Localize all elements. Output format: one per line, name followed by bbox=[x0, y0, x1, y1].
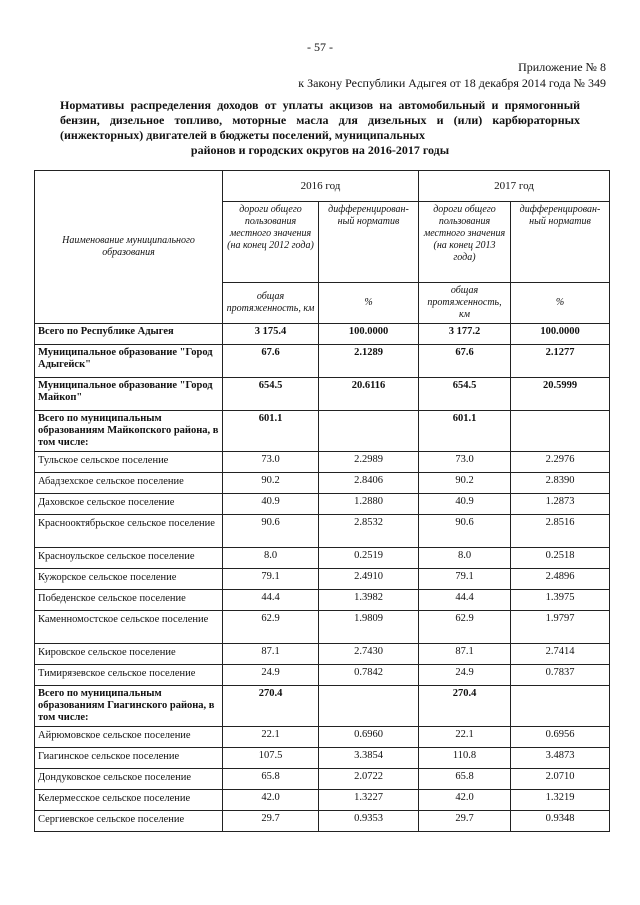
row-length-2017: 73.0 bbox=[419, 452, 511, 473]
row-length-2017: 601.1 bbox=[419, 411, 511, 452]
row-name: Красноульское сельское поселение bbox=[35, 548, 223, 569]
row-length-2016: 90.2 bbox=[223, 473, 319, 494]
row-norm-2016: 1.3982 bbox=[319, 590, 419, 611]
row-name: Абадзехское сельское поселение bbox=[35, 473, 223, 494]
row-norm-2016: 2.7430 bbox=[319, 644, 419, 665]
row-name: Тимирязевское сельское поселение bbox=[35, 665, 223, 686]
table-row bbox=[35, 378, 610, 411]
table-row bbox=[35, 324, 610, 345]
header-unit-km-2016: общая протяженность, км bbox=[223, 283, 319, 324]
row-name: Победенское сельское поселение bbox=[35, 590, 223, 611]
row-length-2016: 654.5 bbox=[223, 378, 319, 411]
row-norm-2017: 2.7414 bbox=[511, 644, 610, 665]
row-norm-2016: 0.2519 bbox=[319, 548, 419, 569]
row-norm-2016: 20.6116 bbox=[319, 378, 419, 411]
row-length-2016: 42.0 bbox=[223, 790, 319, 811]
row-length-2017: 44.4 bbox=[419, 590, 511, 611]
row-norm-2016: 100.0000 bbox=[319, 324, 419, 345]
row-norm-2016: 2.8532 bbox=[319, 515, 419, 548]
row-length-2017: 90.2 bbox=[419, 473, 511, 494]
row-name: Краснооктябрьское сельское поселение bbox=[35, 515, 223, 548]
row-norm-2017: 1.9797 bbox=[511, 611, 610, 644]
row-name: Келермесское сельское поселение bbox=[35, 790, 223, 811]
row-length-2016: 270.4 bbox=[223, 686, 319, 727]
row-length-2017: 65.8 bbox=[419, 769, 511, 790]
row-name: Муниципальное образование "Город Адыгейск" bbox=[35, 345, 223, 378]
row-norm-2017 bbox=[511, 411, 610, 452]
row-length-2017: 270.4 bbox=[419, 686, 511, 727]
header-unit-km-2017: общая протяженность, км bbox=[419, 283, 511, 324]
row-length-2016: 62.9 bbox=[223, 611, 319, 644]
row-name: Каменномостское сельское поселение bbox=[35, 611, 223, 644]
header-diff-norm-2017: дифференцирован- ный норматив bbox=[511, 202, 610, 283]
row-length-2016: 24.9 bbox=[223, 665, 319, 686]
row-name: Сергиевское сельское поселение bbox=[35, 811, 223, 832]
row-length-2016: 8.0 bbox=[223, 548, 319, 569]
row-length-2017: 90.6 bbox=[419, 515, 511, 548]
table-row bbox=[35, 665, 610, 686]
row-length-2016: 79.1 bbox=[223, 569, 319, 590]
header-unit-pct-2017: % bbox=[511, 283, 610, 324]
row-norm-2016: 2.2989 bbox=[319, 452, 419, 473]
row-norm-2017: 2.2976 bbox=[511, 452, 610, 473]
row-norm-2017: 1.3219 bbox=[511, 790, 610, 811]
row-length-2016: 87.1 bbox=[223, 644, 319, 665]
row-norm-2017: 20.5999 bbox=[511, 378, 610, 411]
row-name: Тульское сельское поселение bbox=[35, 452, 223, 473]
table-body bbox=[35, 324, 610, 832]
row-length-2016: 67.6 bbox=[223, 345, 319, 378]
row-length-2016: 65.8 bbox=[223, 769, 319, 790]
row-length-2017: 62.9 bbox=[419, 611, 511, 644]
row-norm-2017: 0.2518 bbox=[511, 548, 610, 569]
table-row bbox=[35, 769, 610, 790]
header-year-2017: 2017 год bbox=[419, 171, 610, 202]
row-norm-2017: 2.4896 bbox=[511, 569, 610, 590]
table-row bbox=[35, 548, 610, 569]
row-norm-2016 bbox=[319, 411, 419, 452]
document-title-main: Нормативы распределения доходов от уплаты акцизов на автомобильный и прямогонный бензин, дизельное топливо, моторные масла для дизельных и (или) карбюраторных (инжекторных) двигателей в бюджеты поселений, муниципальных bbox=[60, 98, 580, 142]
row-length-2016: 3 175.4 bbox=[223, 324, 319, 345]
table-row bbox=[35, 790, 610, 811]
header-unit-pct-2016: % bbox=[319, 283, 419, 324]
row-norm-2017: 1.2873 bbox=[511, 494, 610, 515]
row-norm-2016: 2.0722 bbox=[319, 769, 419, 790]
row-norm-2017 bbox=[511, 686, 610, 727]
document-title bbox=[60, 98, 580, 158]
row-norm-2016: 0.9353 bbox=[319, 811, 419, 832]
row-norm-2016: 0.6960 bbox=[319, 727, 419, 748]
row-name: Кужорское сельское поселение bbox=[35, 569, 223, 590]
row-length-2017: 29.7 bbox=[419, 811, 511, 832]
row-norm-2016 bbox=[319, 686, 419, 727]
row-norm-2016: 1.3227 bbox=[319, 790, 419, 811]
row-norm-2016: 3.3854 bbox=[319, 748, 419, 769]
row-length-2016: 90.6 bbox=[223, 515, 319, 548]
table-row bbox=[35, 748, 610, 769]
table-row bbox=[35, 644, 610, 665]
page-number: - 57 - bbox=[307, 40, 333, 54]
row-length-2017: 22.1 bbox=[419, 727, 511, 748]
header-year-2016: 2016 год bbox=[223, 171, 419, 202]
row-length-2016: 22.1 bbox=[223, 727, 319, 748]
table-row bbox=[35, 411, 610, 452]
table-row bbox=[35, 569, 610, 590]
header-municipality-name: Наименование муниципального образования bbox=[35, 171, 223, 324]
row-length-2017: 24.9 bbox=[419, 665, 511, 686]
row-name: Всего по муниципальным образованиям Майкопского района, в том числе: bbox=[35, 411, 223, 452]
header-roads-2016: дороги общего пользования местного значения (на конец 2012 года) bbox=[223, 202, 319, 283]
row-length-2017: 40.9 bbox=[419, 494, 511, 515]
row-norm-2017: 100.0000 bbox=[511, 324, 610, 345]
appendix-law-reference: к Закону Республики Адыгея от 18 декабря 2014 года № 349 bbox=[298, 76, 606, 90]
row-norm-2016: 2.1289 bbox=[319, 345, 419, 378]
row-name: Даховское сельское поселение bbox=[35, 494, 223, 515]
row-name: Гиагинское сельское поселение bbox=[35, 748, 223, 769]
appendix-label: Приложение № 8 bbox=[518, 60, 606, 74]
row-length-2017: 8.0 bbox=[419, 548, 511, 569]
row-length-2017: 654.5 bbox=[419, 378, 511, 411]
table-row bbox=[35, 727, 610, 748]
row-length-2017: 3 177.2 bbox=[419, 324, 511, 345]
row-name: Всего по Республике Адыгея bbox=[35, 324, 223, 345]
row-length-2016: 40.9 bbox=[223, 494, 319, 515]
row-length-2017: 42.0 bbox=[419, 790, 511, 811]
table-row bbox=[35, 345, 610, 378]
row-norm-2017: 0.6956 bbox=[511, 727, 610, 748]
table-row bbox=[35, 452, 610, 473]
row-norm-2017: 2.8390 bbox=[511, 473, 610, 494]
row-length-2016: 44.4 bbox=[223, 590, 319, 611]
row-norm-2017: 1.3975 bbox=[511, 590, 610, 611]
table-row bbox=[35, 590, 610, 611]
table-row bbox=[35, 494, 610, 515]
row-length-2016: 73.0 bbox=[223, 452, 319, 473]
row-norm-2017: 3.4873 bbox=[511, 748, 610, 769]
row-norm-2017: 2.8516 bbox=[511, 515, 610, 548]
row-length-2016: 107.5 bbox=[223, 748, 319, 769]
header-diff-norm-2016: дифференцирован- ный норматив bbox=[319, 202, 419, 283]
row-name: Муниципальное образование "Город Майкоп" bbox=[35, 378, 223, 411]
header-roads-2017: дороги общего пользования местного значения (на конец 2013 года) bbox=[419, 202, 511, 283]
row-length-2017: 110.8 bbox=[419, 748, 511, 769]
table-row bbox=[35, 686, 610, 727]
table-row bbox=[35, 515, 610, 548]
row-name: Дондуковское сельское поселение bbox=[35, 769, 223, 790]
norms-table bbox=[34, 170, 610, 832]
row-norm-2017: 0.7837 bbox=[511, 665, 610, 686]
row-name: Всего по муниципальным образованиям Гиагинского района, в том числе: bbox=[35, 686, 223, 727]
row-length-2016: 29.7 bbox=[223, 811, 319, 832]
table-row bbox=[35, 611, 610, 644]
row-length-2017: 87.1 bbox=[419, 644, 511, 665]
table-row bbox=[35, 811, 610, 832]
row-norm-2017: 2.1277 bbox=[511, 345, 610, 378]
table-row bbox=[35, 473, 610, 494]
row-norm-2016: 1.2880 bbox=[319, 494, 419, 515]
row-norm-2016: 2.4910 bbox=[319, 569, 419, 590]
row-norm-2016: 0.7842 bbox=[319, 665, 419, 686]
row-norm-2016: 2.8406 bbox=[319, 473, 419, 494]
row-norm-2016: 1.9809 bbox=[319, 611, 419, 644]
row-length-2016: 601.1 bbox=[223, 411, 319, 452]
document-title-last-line: районов и городских округов на 2016-2017 годы bbox=[190, 143, 450, 157]
row-length-2017: 79.1 bbox=[419, 569, 511, 590]
row-name: Айрюмовское сельское поселение bbox=[35, 727, 223, 748]
row-length-2017: 67.6 bbox=[419, 345, 511, 378]
row-norm-2017: 2.0710 bbox=[511, 769, 610, 790]
row-norm-2017: 0.9348 bbox=[511, 811, 610, 832]
row-name: Кировское сельское поселение bbox=[35, 644, 223, 665]
